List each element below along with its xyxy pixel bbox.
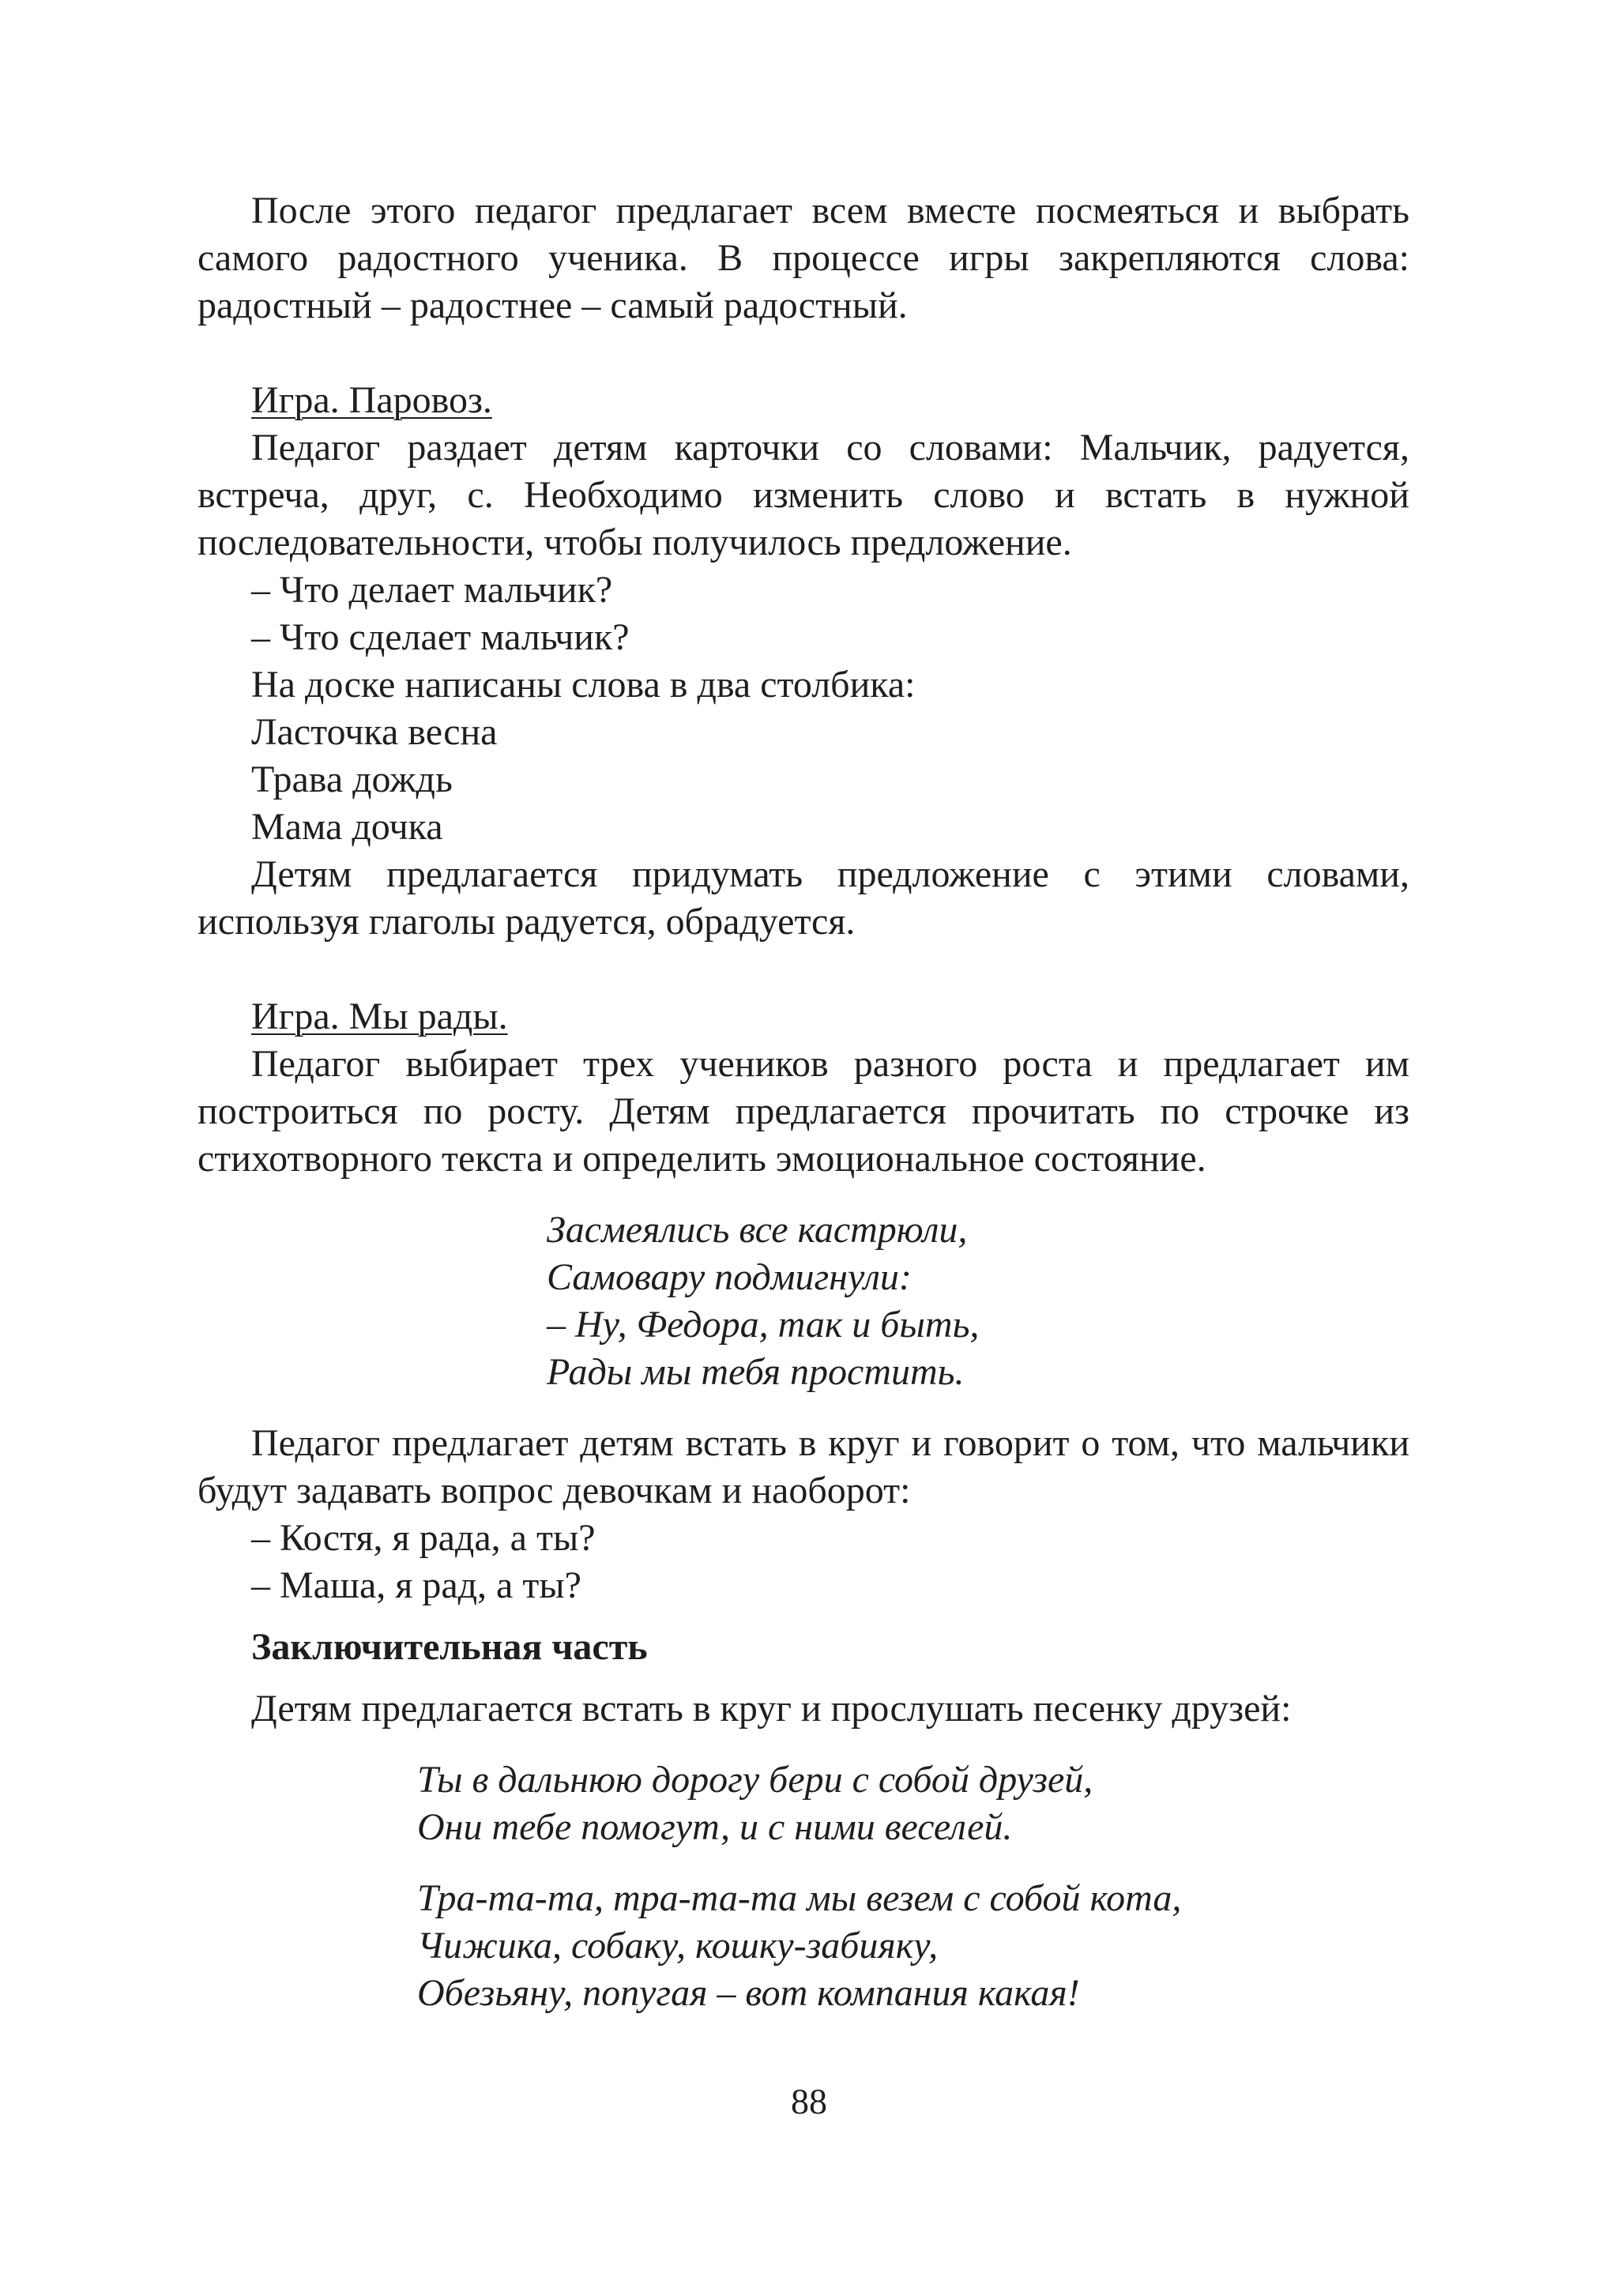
game-train-title: Игра. Паровоз. [251,379,492,421]
section-heading: Заключительная часть [251,1626,648,1668]
song-stanza-2 [198,1875,1409,2017]
song-line: Обезьяну, попугая – вот компания какая! [417,1972,1080,2014]
spacer [198,1396,1409,1420]
final-paragraph: Детям предлагается встать в круг и прослушать песенку друзей: [251,1688,1292,1730]
poem-line: Засмеялись все кастрюли, [547,1209,968,1251]
spacer [198,329,1409,377]
spacer [198,1671,1409,1685]
poem-line: Рады мы тебя простить. [547,1351,965,1393]
game-train-line: Трава дождь [251,758,453,800]
game-train-line: Мама дочка [251,806,443,848]
game-train-line: – Что делает мальчик? [251,569,613,611]
page-number: 88 [791,2081,827,2121]
poem-fedora [198,1206,1409,1396]
game-glad-paragraph: Педагог выбирает трех учеников разного роста и предлагает им построиться по росту. Детям предлагается прочитать по строчке из стихотворного текста и определить эмоциональное состояние. [198,1043,1409,1180]
dialog-line: – Костя, я рада, а ты? [251,1517,596,1559]
after-poem-paragraph: Педагог предлагает детям встать в круг и говорит о том, что мальчики будут задавать вопрос девочкам и наоборот: [198,1422,1409,1511]
game-train-line: Ласточка весна [251,711,498,753]
intro-paragraph: После этого педагог предлагает всем вместе посмеяться и выбрать самого радостного ученика. В процессе игры закрепляются слова: радостный – радостнее – самый радостный. [198,190,1409,326]
spacer [198,1183,1409,1206]
song-line: Ты в дальнюю дорогу бери с собой друзей, [417,1759,1093,1801]
game-train-paragraph: Педагог раздает детям карточки со словами: Мальчик, радуется, встреча, друг, с. Необходимо изменить слово и встать в нужной последовательности, чтобы получилось предложение. [198,427,1409,563]
poem-line: – Ну, Федора, так и быть, [547,1304,980,1346]
poem-line: Самовару подмигнули: [547,1256,912,1298]
game-train-closing: Детям предлагается придумать предложение с этими словами, используя глаголы радуется, обрадуется. [198,853,1409,943]
spacer [198,1851,1409,1875]
spacer [198,1609,1409,1624]
song-line: Они тебе помогут, и с ними веселей. [417,1806,1013,1848]
song-stanza-1 [198,1756,1409,1851]
page-content [198,187,1409,2017]
song-line: Тра-та-та, тра-та-та мы везем с собой кота, [417,1877,1182,1919]
song-line: Чижика, собаку, кошку-забияку, [417,1925,939,1967]
game-train-line: – Что сделает мальчик? [251,616,630,658]
game-glad-title: Игра. Мы рады. [251,996,508,1037]
spacer [198,1733,1409,1756]
game-train-line: На доске написаны слова в два столбика: [251,664,916,706]
dialog-line: – Маша, я рад, а ты? [251,1564,581,1606]
spacer [198,946,1409,993]
